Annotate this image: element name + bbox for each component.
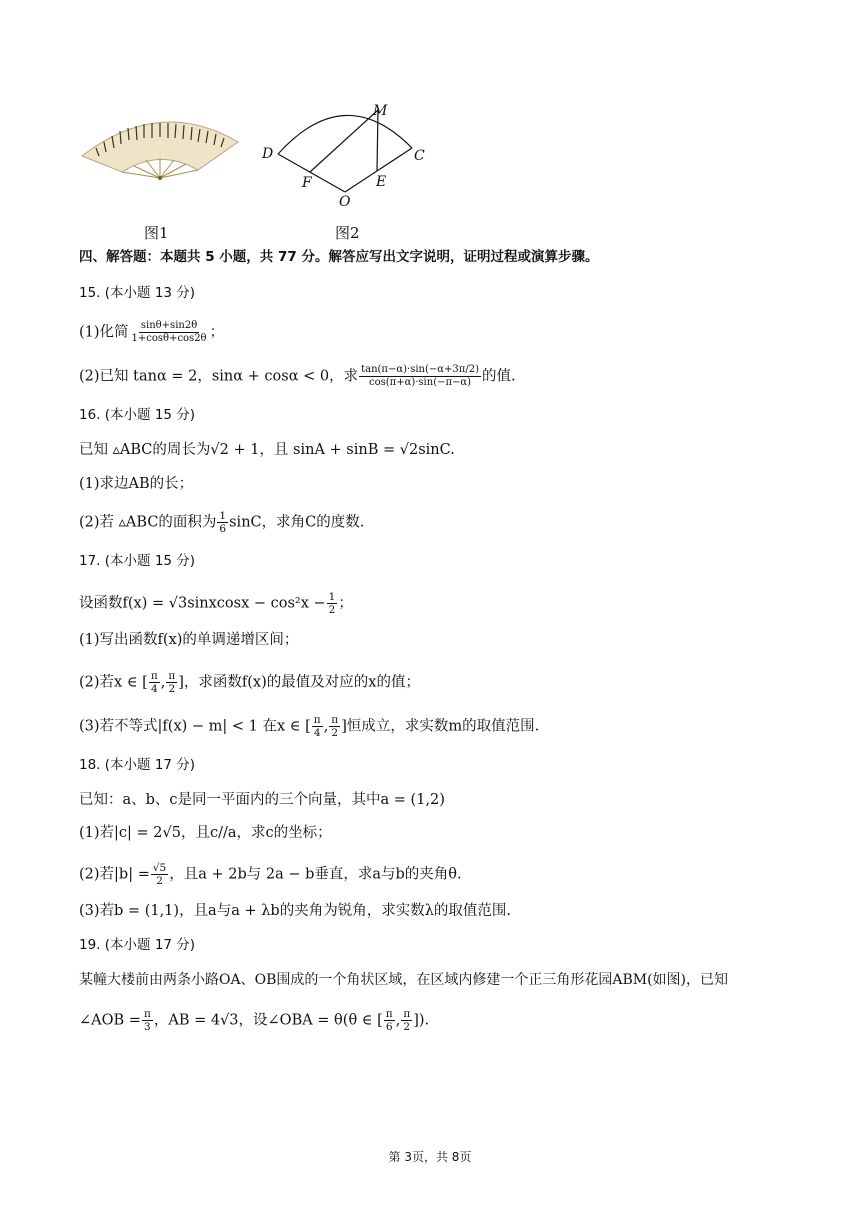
q17-stem: [79, 591, 353, 616]
q15-p2-suffix: 的值.: [481, 368, 516, 385]
fan-image: [82, 122, 238, 180]
point-M: M: [373, 103, 388, 119]
q17-part1: (1)写出函数f(x)的单调递增区间；: [79, 632, 299, 648]
q15-p1-fraction: [130, 320, 209, 345]
q18-part3: (3)若b = (1,1)，且a与a + λb的夹角为锐角，求实数λ的取值范围.: [79, 903, 511, 919]
q19-stem-line1: 某幢大楼前由两条小路OA、OB围成的一个角状区域，在区域内修建一个正三角形花园ABM(如图)，已知: [79, 972, 729, 988]
q17-p3-sep: ,: [323, 718, 329, 735]
q17-p2-sep: ,: [160, 674, 166, 691]
section-title: 四、解答题：本题共 5 小题，共 77 分。解答应写出文字说明，证明过程或演算步骤。: [79, 249, 599, 265]
q17-p2-suffix: ]，求函数f(x)的最值及对应的x的值；: [178, 674, 420, 691]
q18-p2-suffix: ，且a + 2b与 2a − b垂直，求a与b的夹角θ.: [169, 866, 462, 883]
q16-heading: 16. (本小题 15 分): [79, 407, 196, 423]
q18-part2: [79, 862, 462, 887]
q16-p2-num: 1: [219, 510, 227, 522]
q18-stem: 已知：a、b、c是同一平面内的三个向量，其中a = (1,2): [79, 792, 445, 808]
q18-p2-fraction: [151, 862, 168, 887]
q19-s2-suffix: ]).: [413, 1012, 430, 1029]
q17-p3-suffix: ]恒成立，求实数m的取值范围.: [341, 718, 540, 735]
q19-s2-frac-1: [142, 1008, 153, 1033]
q17-stem-den: 2: [328, 604, 336, 616]
q17-p3-a-num: π: [313, 714, 321, 726]
point-E: E: [376, 174, 387, 190]
q19-stem-line2: [79, 1008, 429, 1033]
q15-p1-suffix: ；: [209, 324, 225, 341]
q16-part2: [79, 510, 364, 535]
q17-p3-frac-a: [312, 714, 323, 739]
q17-p2-prefix: (2)若x ∈ [: [79, 674, 148, 691]
point-C: C: [414, 148, 425, 164]
q15-p2-fraction: [359, 364, 481, 389]
q17-p2-b-num: π: [168, 670, 176, 682]
q19-s2-frac-a: [384, 1008, 395, 1033]
figures: [78, 98, 438, 246]
q15-p2-num: tan(π−α)·sin(−α+3π/2): [361, 364, 479, 375]
q17-stem-fraction: [327, 591, 338, 616]
q18-heading: 18. (本小题 17 分): [79, 757, 196, 773]
q15-p1-den: 1+cosθ+cos2θ: [131, 333, 207, 344]
q19-s2-prefix: ∠AOB =: [79, 1012, 141, 1029]
figure1-caption: 图1: [144, 224, 169, 242]
q16-p2-suffix: sinC，求角C的度数.: [229, 514, 365, 531]
q19-s2-b-den: 2: [403, 1021, 411, 1033]
q19-s2-mid: ，AB = 4√3，设∠OBA = θ(θ ∈ [: [153, 1012, 383, 1029]
q19-s2-num: π: [143, 1008, 151, 1020]
q15-part1: [79, 320, 224, 345]
q15-p1-num: sinθ+sin2θ: [140, 320, 198, 331]
q19-s2-a-num: π: [385, 1008, 393, 1020]
q19-heading: 19. (本小题 17 分): [79, 937, 196, 953]
q17-p3-b-den: 2: [331, 727, 339, 739]
q16-p2-prefix: (2)若 ▵ABC的面积为: [79, 514, 217, 531]
q17-p3-prefix: (3)若不等式|f(x) − m| < 1 在x ∈ [: [79, 718, 311, 735]
q15-p2-prefix: (2)已知 tanα = 2，sinα + cosα < 0，求: [79, 368, 359, 385]
point-D: D: [262, 146, 274, 162]
q19-s2-b-num: π: [403, 1008, 411, 1020]
q17-stem-num: 1: [328, 591, 336, 603]
q17-p2-a-num: π: [150, 670, 158, 682]
q16-p2-fraction: [217, 510, 228, 535]
q17-heading: 17. (本小题 15 分): [79, 553, 196, 569]
q15-heading: 15. (本小题 13 分): [79, 285, 196, 301]
q15-p2-den: cos(π+α)·sin(−π−α): [368, 377, 472, 388]
q15-part2: [79, 364, 516, 389]
figure2-caption: 图2: [335, 224, 360, 242]
q16-stem: 已知 ▵ABC的周长为√2 + 1，且 sinA + sinB = √2sinC.: [79, 442, 455, 458]
q19-s2-den: 3: [144, 1021, 151, 1033]
q17-p2-frac-b: [166, 670, 177, 695]
q19-s2-sep: ,: [395, 1012, 401, 1029]
figure-svg: [78, 98, 438, 246]
point-O: O: [339, 194, 351, 210]
q17-p2-b-den: 2: [168, 683, 176, 695]
geometry-diagram: [278, 110, 412, 192]
page-footer: 第 3页，共 8页: [388, 1150, 472, 1164]
q15-p1-prefix: (1)化简: [79, 324, 129, 341]
q17-p2-frac-a: [149, 670, 160, 695]
q19-s2-frac-b: [401, 1008, 412, 1033]
q17-part3: [79, 714, 539, 739]
q17-p3-frac-b: [329, 714, 340, 739]
q18-part1: (1)若|c| = 2√5，且c//a，求c的坐标；: [79, 825, 332, 841]
q17-p3-b-num: π: [331, 714, 339, 726]
q16-part1: (1)求边AB的长；: [79, 476, 194, 492]
q16-p2-den: 6: [219, 523, 227, 535]
q17-part2: [79, 670, 420, 695]
q17-p2-a-den: 4: [150, 683, 158, 695]
q19-s2-a-den: 6: [385, 1021, 393, 1033]
q18-p2-den: 2: [156, 875, 163, 887]
q17-p3-a-den: 4: [313, 727, 321, 739]
q17-stem-prefix: 设函数f(x) = √3sinxcosx − cos²x −: [79, 595, 326, 612]
q18-p2-num: √5: [152, 862, 167, 874]
point-F: F: [302, 175, 312, 191]
q18-p2-prefix: (2)若|b| =: [79, 866, 150, 883]
q17-stem-suffix: ；: [338, 595, 353, 612]
